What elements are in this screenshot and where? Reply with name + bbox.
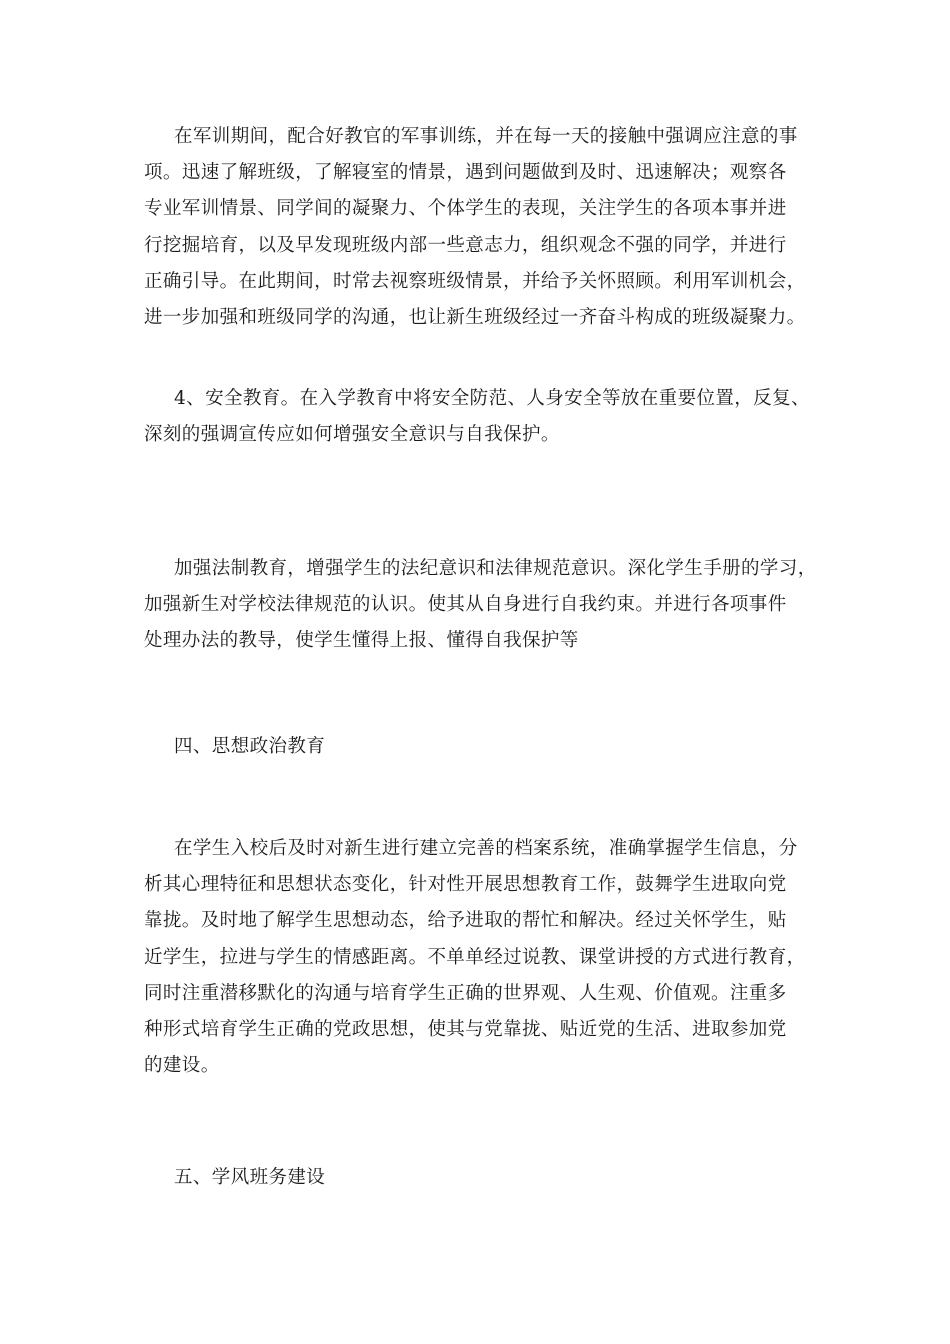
- paragraph-ideological-education: [144, 831, 814, 1084]
- text-line: 析其心理特征和思想状态变化，针对性开展思想教育工作，鼓舞学生进取向党: [144, 874, 787, 896]
- text-line: 行挖掘培育，以及早发现班级内部一些意志力，组织观念不强的同学，并进行: [144, 234, 787, 256]
- text-line: 处理办法的教导，使学生懂得上报、懂得自我保护等: [144, 630, 579, 652]
- text-line: 专业军训情景、同学间的凝聚力、个体学生的表现，关注学生的各项本事并进: [144, 198, 787, 220]
- text-line: 项。迅速了解班级，了解寝室的情景，遇到问题做到及时、迅速解决；观察各: [144, 162, 787, 184]
- text-line: 近学生，拉进与学生的情感距离。不单单经过说教、课堂讲授的方式进行教育，: [144, 946, 806, 968]
- text-line: 的建设。: [144, 1055, 220, 1077]
- text-line: 加强法制教育，增强学生的法纪意识和法律规范意识。深化学生手册的学习，: [174, 558, 817, 579]
- section-heading-four: [144, 729, 814, 765]
- paragraph-safety-education: [144, 381, 814, 453]
- text-line: 在军训期间，配合好教官的军事训练，并在每一天的接触中强调应注意的事: [174, 126, 798, 147]
- text-line: 进一步加强和班级同学的沟通，也让新生班级经过一齐奋斗构成的班级凝聚力。: [144, 307, 806, 329]
- text-line: 加强新生对学校法律规范的认识。使其从自身进行自我约束。并进行各项事件: [144, 594, 787, 616]
- text-line: 同时注重潜移默化的沟通与培育学生正确的世界观、人生观、价值观。注重多: [144, 982, 787, 1004]
- text-line: 在学生入校后及时对新生进行建立完善的档案系统，准确掌握学生信息，分: [174, 838, 798, 859]
- section-heading-five: [144, 1160, 814, 1196]
- heading-text: 五、学风班务建设: [174, 1167, 326, 1188]
- text-line: 种形式培育学生正确的党政思想，使其与党靠拢、贴近党的生活、进取参加党: [144, 1019, 787, 1041]
- paragraph-military-training: [144, 119, 814, 336]
- paragraph-legal-education: [144, 551, 817, 660]
- text-line: 正确引导。在此期间，时常去视察班级情景，并给予关怀照顾。利用军训机会，: [144, 270, 806, 292]
- text-line: 4、安全教育。在入学教育中将安全防范、人身安全等放在重要位置，反复、: [174, 388, 810, 409]
- heading-text: 四、思想政治教育: [174, 736, 326, 757]
- text-line: 靠拢。及时地了解学生思想动态，给予进取的帮忙和解决。经过关怀学生，贴: [144, 910, 787, 932]
- text-line: 深刻的强调宣传应如何增强安全意识与自我保护。: [144, 424, 560, 446]
